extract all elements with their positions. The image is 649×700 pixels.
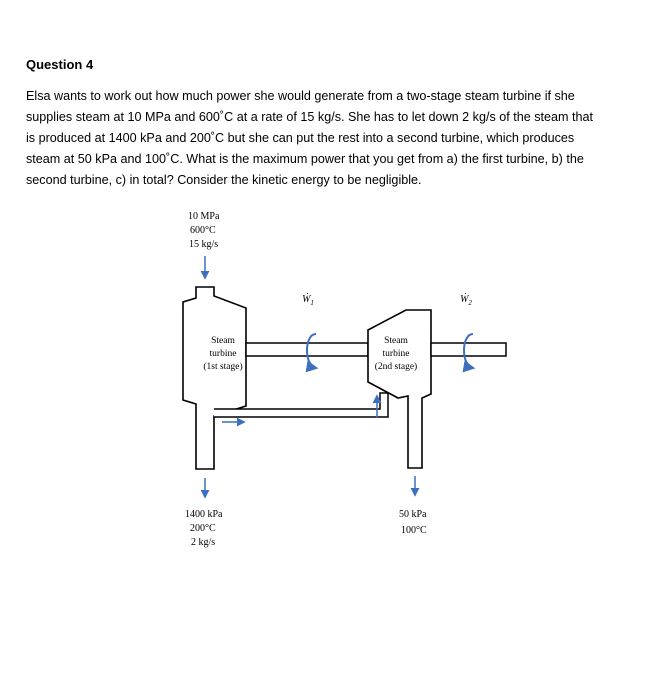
work1-label: Ẇ$_1$ xyxy=(302,294,314,307)
question-line: supplies steam at 10 MPa and 600˚C at a rate of 15 kg/s. She has to let down 2 kg/s of the steam that xyxy=(26,110,594,124)
work2-label: Ẇ$_2$ xyxy=(460,294,472,307)
question-line: steam at 50 kPa and 100˚C. What is the maximum power that you get from a) the first turbine, b) the xyxy=(26,152,584,166)
shaft-2 xyxy=(431,343,506,356)
bleed-flow-label: 2 kg/s xyxy=(191,537,216,548)
outlet-pressure-label: 50 kPa xyxy=(399,509,427,520)
question-line: is produced at 1400 kPa and 200˚C but she can put the rest into a second turbine, which produces xyxy=(26,131,575,145)
outlet-temperature-label: 100°C xyxy=(401,525,427,536)
turbine2-label-line1: Steam xyxy=(384,336,408,346)
turbine1-label-line3: (1st stage) xyxy=(203,362,243,372)
bleed-temperature-label: 200°C xyxy=(190,523,216,534)
turbine2-label-line2: turbine xyxy=(382,349,410,359)
question-title: Question 4 xyxy=(26,57,94,72)
turbine2-label-line3: (2nd stage) xyxy=(374,362,418,372)
bleed-pressure-label: 1400 kPa xyxy=(185,509,223,520)
inlet-pressure-label: 10 MPa xyxy=(188,211,220,222)
question-line: second turbine, c) in total? Consider the kinetic energy to be negligible. xyxy=(26,173,422,187)
turbine-stage2 xyxy=(368,310,431,468)
inlet-temperature-label: 600°C xyxy=(190,225,216,236)
question-line: Elsa wants to work out how much power she would generate from a two-stage steam turbine if she xyxy=(26,89,575,103)
turbine1-label-line1: Steam xyxy=(211,336,235,346)
turbine1-label-line2: turbine xyxy=(209,349,237,359)
turbine-stage1 xyxy=(183,287,246,469)
inlet-flow-label: 15 kg/s xyxy=(189,239,219,250)
